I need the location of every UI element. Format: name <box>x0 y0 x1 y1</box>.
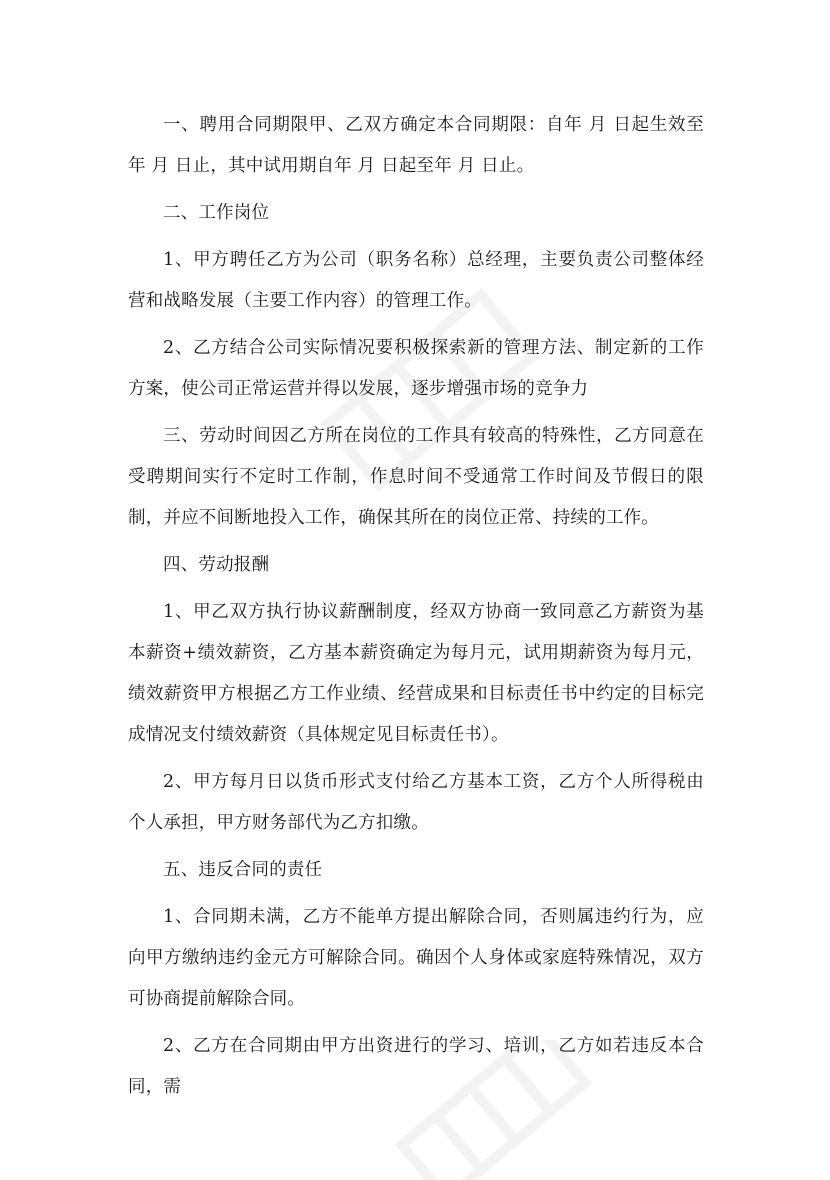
paragraph-training-cost: 2、乙方在合同期由甲方出资进行的学习、培训，乙方如若违反本合同，需 <box>128 1036 704 1097</box>
heading-breach-liability: 五、违反合同的责任 <box>163 860 323 880</box>
paragraph-salary-payment: 2、甲方每月日以货币形式支付给乙方基本工资，乙方个人所得税由个人承担，甲方财务部代为乙方扣缴。 <box>128 772 704 833</box>
document-body <box>128 105 704 1108</box>
paragraph-appointment: 1、甲方聘任乙方为公司（职务名称）总经理，主要负责公司整体经营和战略发展（主要工作内容）的管理工作。 <box>128 250 704 311</box>
paragraph-management-duty: 2、乙方结合公司实际情况要积极探索新的管理方法、制定新的工作方案，使公司正常运营并得以发展，逐步增强市场的竞争力 <box>128 338 704 399</box>
paragraph-working-hours: 三、劳动时间因乙方所在岗位的工作具有较高的特殊性，乙方同意在受聘期间实行不定时工作制，作息时间不受通常工作时间及节假日的限制，并应不间断地投入工作，确保其所在的岗位正常、持续的工作。 <box>128 426 704 528</box>
heading-remuneration: 四、劳动报酬 <box>163 555 270 575</box>
paragraph-salary-system: 1、甲乙双方执行协议薪酬制度，经双方协商一致同意乙方薪资为基本薪资+绩效薪资，乙方基本薪资确定为每月元，试用期薪资为每月元，绩效薪资甲方根据乙方工作业绩、经营成果和目标责任书中约定的目标完成情况支付绩效薪资（具体规定见目标责任书）。 <box>128 602 704 745</box>
heading-job-position: 二、工作岗位 <box>163 203 270 223</box>
paragraph-contract-term: 一、聘用合同期限甲、乙双方确定本合同期限：自年 月 日起生效至年 月 日止，其中试用期自年 月 日起至年 月 日止。 <box>128 115 704 176</box>
paragraph-early-termination: 1、合同期未满，乙方不能单方提出解除合同，否则属违约行为，应向甲方缴纳违约金元方可解除合同。确因个人身体或家庭特殊情况，双方可协商提前解除合同。 <box>128 907 704 1009</box>
